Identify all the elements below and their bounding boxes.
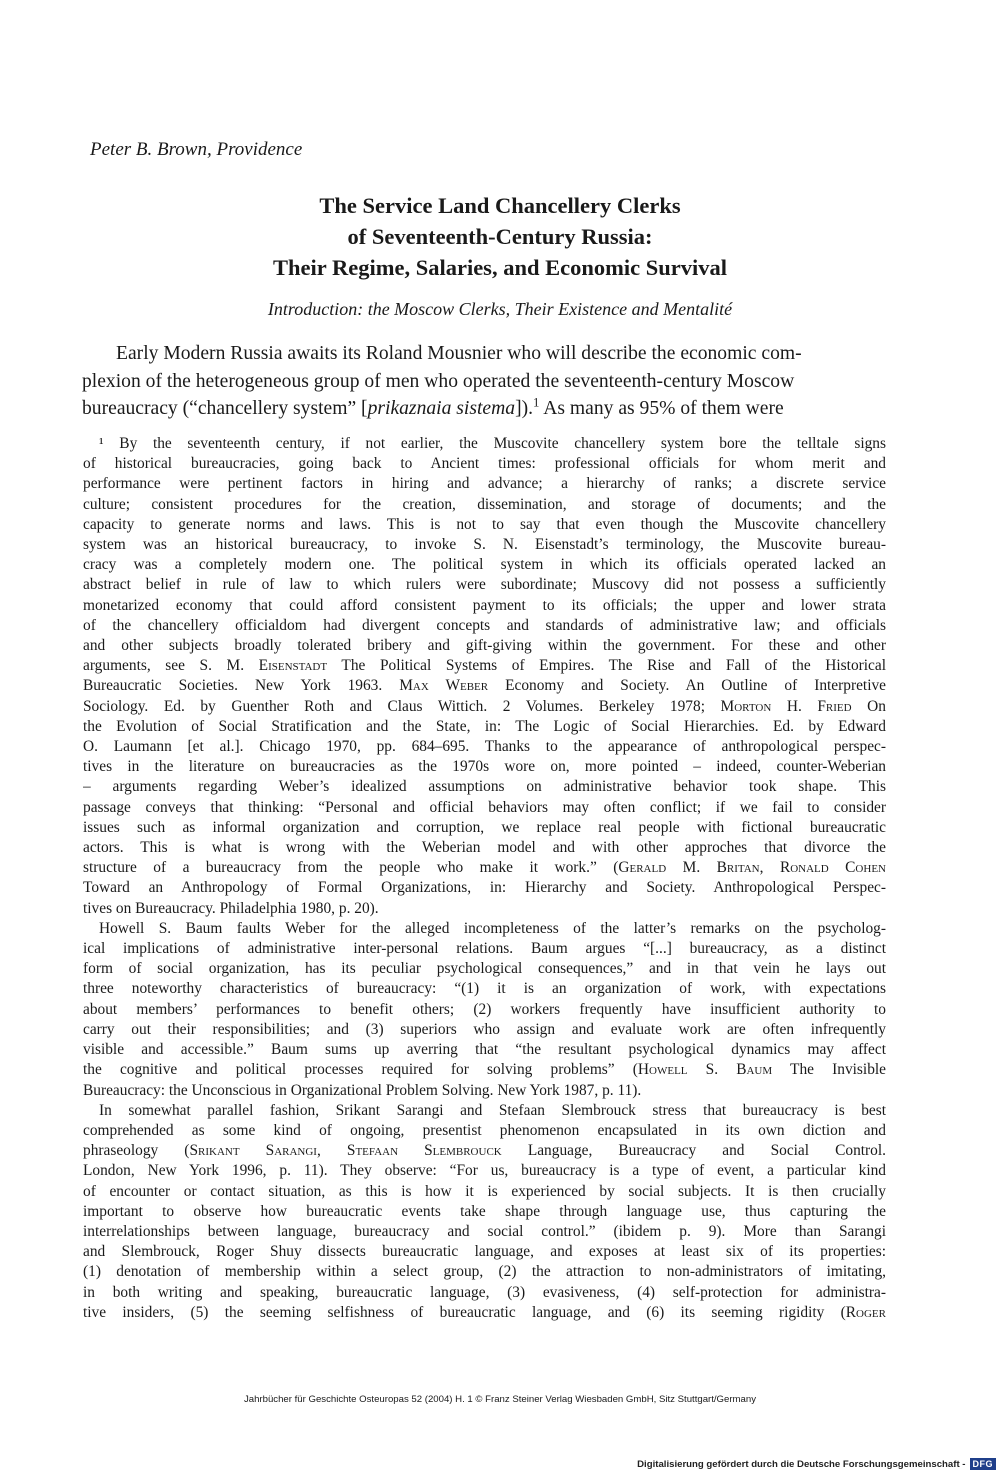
footnote-line: of the chancellery officialdom had divergent concepts and standards of administrative law; and officials bbox=[83, 616, 886, 634]
footnote-segment: Economy and Society. An Outline of Interpretive bbox=[488, 677, 886, 695]
footnote-line: in both writing and speaking, bureaucratic language, (3) evasiveness, (4) self-protection for administra- bbox=[83, 1283, 886, 1301]
italic-term: prikaznaia sistema bbox=[367, 398, 516, 419]
footnote-line bbox=[83, 656, 886, 676]
footnote-line: system was an historical bureaucracy, to invoke S. N. Eisenstadt’s terminology, the Muscovite bureau- bbox=[83, 536, 886, 554]
title-line: of Seventeenth-Century Russia: bbox=[347, 224, 653, 249]
footnote-line bbox=[83, 1141, 886, 1161]
footnote-line: the Evolution of Social Stratification and the State, in: The Logic of Social Hierarchies. Ed. by Edward bbox=[83, 717, 886, 735]
cited-author: Morton H. Fried bbox=[720, 697, 852, 715]
cited-author: Eisenstadt bbox=[258, 657, 328, 675]
section-heading: Introduction: the Moscow Clerks, Their Existence and Mentalité bbox=[267, 299, 733, 319]
cited-author: Roger bbox=[845, 1303, 886, 1321]
journal-footer: Jahrbücher für Geschichte Osteuropas 52 (2004) H. 1 © Franz Steiner Verlag Wiesbaden GmbH, Sitz Stuttgart/Germany bbox=[243, 1394, 757, 1405]
footnote-line: Bureaucracy: the Unconscious in Organizational Problem Solving. New York 1987, p. 11). bbox=[83, 1081, 642, 1099]
footnote-line: comprehended as some kind of ongoing, presentist phenomenon encapsulated in its own diction and bbox=[83, 1121, 886, 1139]
footnote-line: issues such as informal organization and corruption, we replace real people with fictional bureaucratic bbox=[83, 818, 886, 836]
footnote-line: Toward an Anthropology of Formal Organizations, in: Hierarchy and Society. Anthropological Perspec- bbox=[83, 879, 886, 897]
article-author: Peter B. Brown, Providence bbox=[90, 139, 303, 160]
footnote-line: – arguments regarding Weber’s idealized assumptions on administrative behavior took shape. This bbox=[83, 778, 886, 796]
footnote-segment: The Invisible bbox=[772, 1061, 886, 1079]
footnote-line: ¹ By the seventeenth century, if not earlier, the Muscovite chancellery system bore the telltale signs bbox=[99, 435, 886, 452]
cited-author: Howell S. Baum bbox=[637, 1061, 773, 1079]
footnote-line: tives on Bureaucracy. Philadelphia 1980, p. 20). bbox=[83, 899, 379, 917]
body-line: Early Modern Russia awaits its Roland Mousnier who will describe the economic com- bbox=[116, 343, 802, 364]
body-text-segment: As many as 95% of them were bbox=[539, 398, 784, 419]
footnote-line: ical implications of administrative inter-personal relations. Baum argues “[...] bureaucracy, as a distinct bbox=[83, 940, 886, 958]
footnote-line: of historical bureaucracies, going back to Ancient times: professional officials for whom merit and bbox=[83, 455, 886, 473]
footnote-line: interrelationships between language, bureaucracy and social control.” (ibidem p. 9). More than Sarangi bbox=[83, 1222, 886, 1240]
footnote-line: Howell S. Baum faults Weber for the alleged incompleteness of the latter’s remarks on the psycholog- bbox=[99, 919, 886, 937]
title-line: Their Regime, Salaries, and Economic Survival bbox=[273, 255, 727, 280]
cited-author: Max Weber bbox=[399, 677, 489, 695]
footnote-line: London, New York 1996, p. 11). They observe: “For us, bureaucracy is a type of event, a particular kind bbox=[83, 1162, 886, 1180]
body-text-segment: ]). bbox=[515, 398, 534, 419]
footnote-line: abstract belief in rule of law to which rulers were subordinate; Muscovy did not possess a sufficiently bbox=[83, 576, 886, 594]
footnote-segment: tive insiders, (5) the seeming selfishness of bureaucratic language, and (6) its seeming rigidity ( bbox=[83, 1303, 846, 1321]
footnote-line: culture; consistent procedures for the creation, dissemination, and storage of documents; and the bbox=[83, 495, 886, 513]
title-line: The Service Land Chancellery Clerks bbox=[319, 193, 681, 218]
footnote-segment: the cognitive and political processes required for solving problems” ( bbox=[83, 1061, 638, 1079]
footnote-line bbox=[83, 676, 886, 696]
footnote-segment: phraseology ( bbox=[83, 1142, 190, 1160]
footnote-line: capacity to generate norms and laws. This is not to say that even though the Muscovite chancellery bbox=[83, 515, 886, 533]
footnote-line bbox=[83, 697, 886, 717]
footnote-line: In somewhat parallel fashion, Srikant Sarangi and Stefaan Slembrouck stress that bureaucracy is best bbox=[99, 1101, 886, 1119]
footnote-line: performance were pertinent factors in hiring and advance; a hierarchy of ranks; a discrete service bbox=[83, 475, 886, 493]
footnote-segment: Bureaucratic Societies. New York 1963. bbox=[83, 677, 400, 695]
digitization-credit-text: Digitalisierung gefördert durch die Deutsche Forschungsgemeinschaft - bbox=[637, 1458, 966, 1470]
digitization-credit bbox=[637, 1458, 996, 1470]
footnote-line: passage conveys that thinking: “Personal and official behaviors may often conflict; if we fail to consider bbox=[83, 798, 886, 816]
footnote-line bbox=[83, 1060, 886, 1080]
footnote-segment: The Political Systems of Empires. The Rise and Fall of the Historical bbox=[327, 657, 886, 675]
cited-author: Srikant Sarangi, Stefaan Slembrouck bbox=[189, 1142, 502, 1160]
footnote-line bbox=[83, 1303, 886, 1323]
article-title bbox=[0, 190, 1000, 283]
footnote-marker[interactable]: 1 bbox=[533, 395, 540, 410]
footnote-line: tives in the literature on bureaucracies as the 1970s wore on, more pointed – indeed, counter-Weberian bbox=[83, 758, 886, 776]
footnote-block bbox=[83, 434, 886, 1323]
footnote-line bbox=[83, 858, 886, 878]
dfg-logo: DFG bbox=[970, 1458, 997, 1470]
footnote-line: (1) denotation of membership within a select group, (2) the attraction to non-administrators of imitating, bbox=[83, 1263, 886, 1281]
footnote-line: cracy was a completely modern one. The political system in which its officials operated lacked an bbox=[83, 556, 886, 574]
footnote-line: about members’ performances to benefit others; (2) workers frequently have insufficient authority to bbox=[83, 1000, 886, 1018]
footnote-line: three noteworthy characteristics of bureaucracy: “(1) it is an organization of work, with expectations bbox=[83, 980, 886, 998]
footnote-line: monetarized economy that could afford consistent payment to its officials; the upper and lower strata bbox=[83, 596, 886, 614]
footnote-line: actors. This is what is wrong with the Weberian model and with other approches that divorce the bbox=[83, 839, 886, 857]
footnote-line: important to observe how bureaucratic events take shape through language use, thus capturing the bbox=[83, 1202, 886, 1220]
footnote-line: form of social organization, has its peculiar psychological consequences,” and in that vein he lays out bbox=[83, 960, 886, 978]
footnote-segment: Sociology. Ed. by Guenther Roth and Claus Wittich. 2 Volumes. Berkeley 1978; bbox=[83, 697, 721, 715]
footnote-segment: arguments, see S. M. bbox=[83, 657, 259, 675]
body-line bbox=[82, 395, 918, 423]
footnote-line: O. Laumann [et al.]. Chicago 1970, pp. 684–695. Thanks to the appearance of anthropological perspec- bbox=[83, 738, 886, 756]
cited-author: Gerald M. Britan, Ronald Cohen bbox=[618, 859, 886, 877]
body-text-segment: bureaucracy (“chancellery system” [ bbox=[82, 398, 368, 419]
footnote-segment: On bbox=[851, 697, 886, 715]
body-paragraph bbox=[82, 340, 918, 423]
body-line: plexion of the heterogeneous group of men who operated the seventeenth-century Moscow bbox=[82, 370, 795, 392]
footnote-segment: Language, Bureaucracy and Social Control. bbox=[501, 1142, 886, 1160]
footnote-line: of encounter or contact situation, as this is how it is experienced by social subjects. It is then crucially bbox=[83, 1182, 886, 1200]
footnote-line: and Slembrouck, Roger Shuy dissects bureaucratic language, and exposes at least six of its properties: bbox=[83, 1243, 886, 1261]
footnote-line: and other subjects broadly tolerated bribery and gift-giving within the government. For these and other bbox=[83, 637, 886, 655]
footnote-segment: structure of a bureaucracy from the people who make it work.” ( bbox=[83, 859, 619, 877]
footnote-line: carry out their responsibilities; and (3) superiors who assign and evaluate work are often infrequently bbox=[83, 1020, 886, 1038]
footnote-line: visible and accessible.” Baum sums up averring that “the resultant psychological dynamics may affect bbox=[83, 1041, 886, 1059]
